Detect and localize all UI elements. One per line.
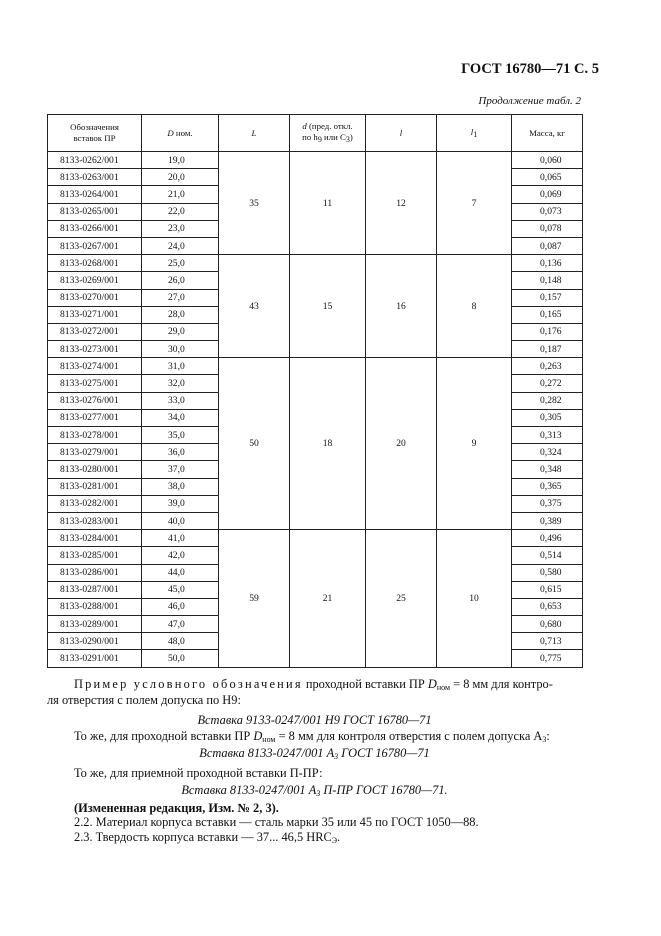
cell-designation: 8133-0271/001	[48, 306, 142, 323]
same-paragraph-2: То же, для приемной проходной вставки П-ПР:	[74, 766, 323, 780]
cell-mass: 0,653	[512, 598, 583, 615]
clause-2-3-end: .	[337, 830, 341, 844]
table-body	[48, 152, 583, 668]
cell-designation: 8133-0274/001	[48, 358, 142, 375]
col-l1	[437, 115, 512, 152]
example-text2: = 8 мм для контро-	[450, 677, 553, 691]
d-tol-sub2: 3	[345, 135, 350, 144]
cell-designation: 8133-0290/001	[48, 633, 142, 650]
cell-l1: 9	[437, 358, 512, 530]
cell-d-nom: 39,0	[142, 495, 219, 512]
table-row	[48, 530, 583, 547]
cell-designation: 8133-0291/001	[48, 650, 142, 667]
cell-mass: 0,136	[512, 255, 583, 272]
cell-designation: 8133-0269/001	[48, 272, 142, 289]
formula-2	[47, 745, 582, 765]
cell-designation: 8133-0265/001	[48, 203, 142, 220]
dnom-symbol: D	[427, 677, 437, 691]
cell-mass: 0,263	[512, 358, 583, 375]
table-header-row	[48, 115, 583, 152]
cell-designation: 8133-0280/001	[48, 461, 142, 478]
cell-mass: 0,389	[512, 512, 583, 529]
example-text1: проходной вставки ПР	[302, 677, 428, 691]
cell-l: 20	[366, 358, 437, 530]
cell-designation: 8133-0268/001	[48, 255, 142, 272]
d-tol-symbol: d	[302, 121, 307, 131]
cell-designation: 8133-0263/001	[48, 169, 142, 186]
cell-d-nom: 44,0	[142, 564, 219, 581]
formula2-a: Вставка 8133-0247/001 А	[199, 746, 335, 760]
cell-mass: 0,069	[512, 186, 583, 203]
col-l	[366, 115, 437, 152]
cell-d-nom: 27,0	[142, 289, 219, 306]
cell-designation: 8133-0279/001	[48, 444, 142, 461]
d-tol-pre: по h	[302, 132, 318, 142]
col-L	[219, 115, 290, 152]
cell-designation: 8133-0264/001	[48, 186, 142, 203]
col-d-tolerance	[290, 115, 366, 152]
cell-d-nom: 36,0	[142, 444, 219, 461]
d-symbol: D	[167, 127, 174, 138]
cell-designation: 8133-0275/001	[48, 375, 142, 392]
cell-l: 16	[366, 255, 437, 358]
table-row	[48, 358, 583, 375]
same1-a: То же, для проходной вставки ПР	[74, 729, 254, 743]
cell-d-nom: 23,0	[142, 220, 219, 237]
cell-designation: 8133-0286/001	[48, 564, 142, 581]
cell-designation: 8133-0287/001	[48, 581, 142, 598]
cell-d-nom: 45,0	[142, 581, 219, 598]
L-symbol: L	[251, 127, 257, 138]
cell-d-nom: 48,0	[142, 633, 219, 650]
cell-designation: 8133-0284/001	[48, 530, 142, 547]
cell-d-tolerance: 18	[290, 358, 366, 530]
cell-mass: 0,065	[512, 169, 583, 186]
d-tol-mid: или С	[321, 132, 346, 142]
d-tol-line1: (пред. откл.	[306, 121, 353, 131]
cell-l1: 8	[437, 255, 512, 358]
l-symbol: l	[399, 127, 403, 138]
cell-mass: 0,176	[512, 323, 583, 340]
formula-1: Вставка 9133-0247/001 H9 ГОСТ 16780—71	[197, 713, 432, 727]
cell-d-nom: 24,0	[142, 237, 219, 254]
l1-symbol: l	[470, 126, 474, 137]
cell-mass: 0,713	[512, 633, 583, 650]
cell-mass: 0,580	[512, 564, 583, 581]
cell-d-nom: 26,0	[142, 272, 219, 289]
cell-d-nom: 41,0	[142, 530, 219, 547]
cell-designation: 8133-0285/001	[48, 547, 142, 564]
formula3-a: Вставка 8133-0247/001 А	[181, 783, 317, 797]
formula3-b: П-ПР ГОСТ 16780—71.	[320, 783, 448, 797]
cell-mass: 0,348	[512, 461, 583, 478]
d-tol-sub: 9	[317, 135, 322, 144]
cell-mass: 0,060	[512, 152, 583, 169]
cell-designation: 8133-0262/001	[48, 152, 142, 169]
formula2-sub: 3	[334, 752, 339, 761]
cell-d-nom: 37,0	[142, 461, 219, 478]
cell-d-nom: 29,0	[142, 323, 219, 340]
cell-d-nom: 32,0	[142, 375, 219, 392]
cell-d-nom: 19,0	[142, 152, 219, 169]
cell-d-nom: 30,0	[142, 341, 219, 358]
cell-designation: 8133-0266/001	[48, 220, 142, 237]
cell-designation: 8133-0277/001	[48, 409, 142, 426]
cell-d-nom: 46,0	[142, 598, 219, 615]
cell-mass: 0,282	[512, 392, 583, 409]
same1-dsym: D	[253, 729, 263, 743]
cell-mass: 0,680	[512, 616, 583, 633]
cell-d-nom: 50,0	[142, 650, 219, 667]
cell-L: 35	[219, 152, 290, 255]
cell-mass: 0,087	[512, 237, 583, 254]
cell-mass: 0,313	[512, 427, 583, 444]
cell-d-nom: 25,0	[142, 255, 219, 272]
cell-d-nom: 47,0	[142, 616, 219, 633]
clause-2-3	[74, 829, 582, 849]
cell-l: 12	[366, 152, 437, 255]
col-d-nom	[142, 115, 219, 152]
same1-end: :	[546, 729, 550, 743]
col-designation-line1: Обозначения	[70, 122, 119, 132]
cell-mass: 0,157	[512, 289, 583, 306]
cell-mass: 0,514	[512, 547, 583, 564]
table-continuation-caption: Продолжение табл. 2	[478, 95, 581, 107]
cell-d-nom: 34,0	[142, 409, 219, 426]
cell-d-tolerance: 15	[290, 255, 366, 358]
col-designation-line2: вставок ПР	[73, 133, 116, 143]
dimensions-table	[47, 114, 583, 668]
cell-mass: 0,496	[512, 530, 583, 547]
cell-d-nom: 21,0	[142, 186, 219, 203]
cell-d-nom: 20,0	[142, 169, 219, 186]
cell-mass: 0,324	[512, 444, 583, 461]
cell-d-nom: 33,0	[142, 392, 219, 409]
clause-2-3-text: 2.3. Твердость корпуса вставки — 37... 46,5 HRC	[74, 830, 332, 844]
col-designation	[48, 115, 142, 152]
cell-L: 50	[219, 358, 290, 530]
cell-designation: 8133-0272/001	[48, 323, 142, 340]
cell-mass: 0,073	[512, 203, 583, 220]
cell-d-nom: 31,0	[142, 358, 219, 375]
dnom-sub: ном	[436, 683, 451, 692]
col-mass: Масса, кг	[512, 115, 583, 152]
cell-designation: 8133-0283/001	[48, 512, 142, 529]
cell-mass: 0,165	[512, 306, 583, 323]
cell-mass: 0,187	[512, 341, 583, 358]
cell-designation: 8133-0273/001	[48, 341, 142, 358]
cell-designation: 8133-0288/001	[48, 598, 142, 615]
same1-sub: 3	[542, 735, 547, 744]
formula2-b: ГОСТ 16780—71	[338, 746, 430, 760]
cell-l1: 10	[437, 530, 512, 668]
formula-3	[47, 782, 582, 802]
cell-mass: 0,078	[512, 220, 583, 237]
table-row	[48, 152, 583, 169]
cell-l1: 7	[437, 152, 512, 255]
cell-designation: 8133-0289/001	[48, 616, 142, 633]
cell-d-nom: 35,0	[142, 427, 219, 444]
cell-d-nom: 22,0	[142, 203, 219, 220]
cell-designation: 8133-0282/001	[48, 495, 142, 512]
cell-d-nom: 40,0	[142, 512, 219, 529]
changed-edition-note: (Измененная редакция, Изм. № 2, 3).	[74, 801, 279, 815]
cell-d-nom: 28,0	[142, 306, 219, 323]
cell-designation: 8133-0276/001	[48, 392, 142, 409]
l1-sub: 1	[473, 129, 478, 139]
cell-mass: 0,365	[512, 478, 583, 495]
same1-dsub: ном	[262, 735, 276, 744]
cell-mass: 0,148	[512, 272, 583, 289]
cell-mass: 0,272	[512, 375, 583, 392]
cell-mass: 0,615	[512, 581, 583, 598]
page-header: ГОСТ 16780—71 С. 5	[461, 61, 599, 77]
formula3-sub: 3	[316, 789, 321, 798]
table-row	[48, 255, 583, 272]
same1-b: = 8 мм для контроля отверстия с полем допуска А	[275, 729, 543, 743]
cell-d-nom: 38,0	[142, 478, 219, 495]
cell-designation: 8133-0270/001	[48, 289, 142, 306]
cell-L: 43	[219, 255, 290, 358]
example-line2: ля отверстия с полем допуска по H9:	[47, 693, 241, 707]
example-lead: Пример условного обозначения	[74, 677, 303, 691]
cell-mass: 0,775	[512, 650, 583, 667]
cell-designation: 8133-0278/001	[48, 427, 142, 444]
cell-mass: 0,375	[512, 495, 583, 512]
cell-mass: 0,305	[512, 409, 583, 426]
cell-designation: 8133-0281/001	[48, 478, 142, 495]
clause-2-2: 2.2. Материал корпуса вставки — сталь марки 35 или 45 по ГОСТ 1050—88.	[74, 815, 479, 829]
cell-d-tolerance: 21	[290, 530, 366, 668]
d-nom-label: ном.	[173, 127, 193, 138]
cell-L: 59	[219, 530, 290, 668]
cell-l: 25	[366, 530, 437, 668]
cell-d-tolerance: 11	[290, 152, 366, 255]
d-tol-end: )	[349, 132, 353, 142]
cell-designation: 8133-0267/001	[48, 237, 142, 254]
cell-d-nom: 42,0	[142, 547, 219, 564]
clause-2-3-sub: Э	[331, 836, 338, 845]
